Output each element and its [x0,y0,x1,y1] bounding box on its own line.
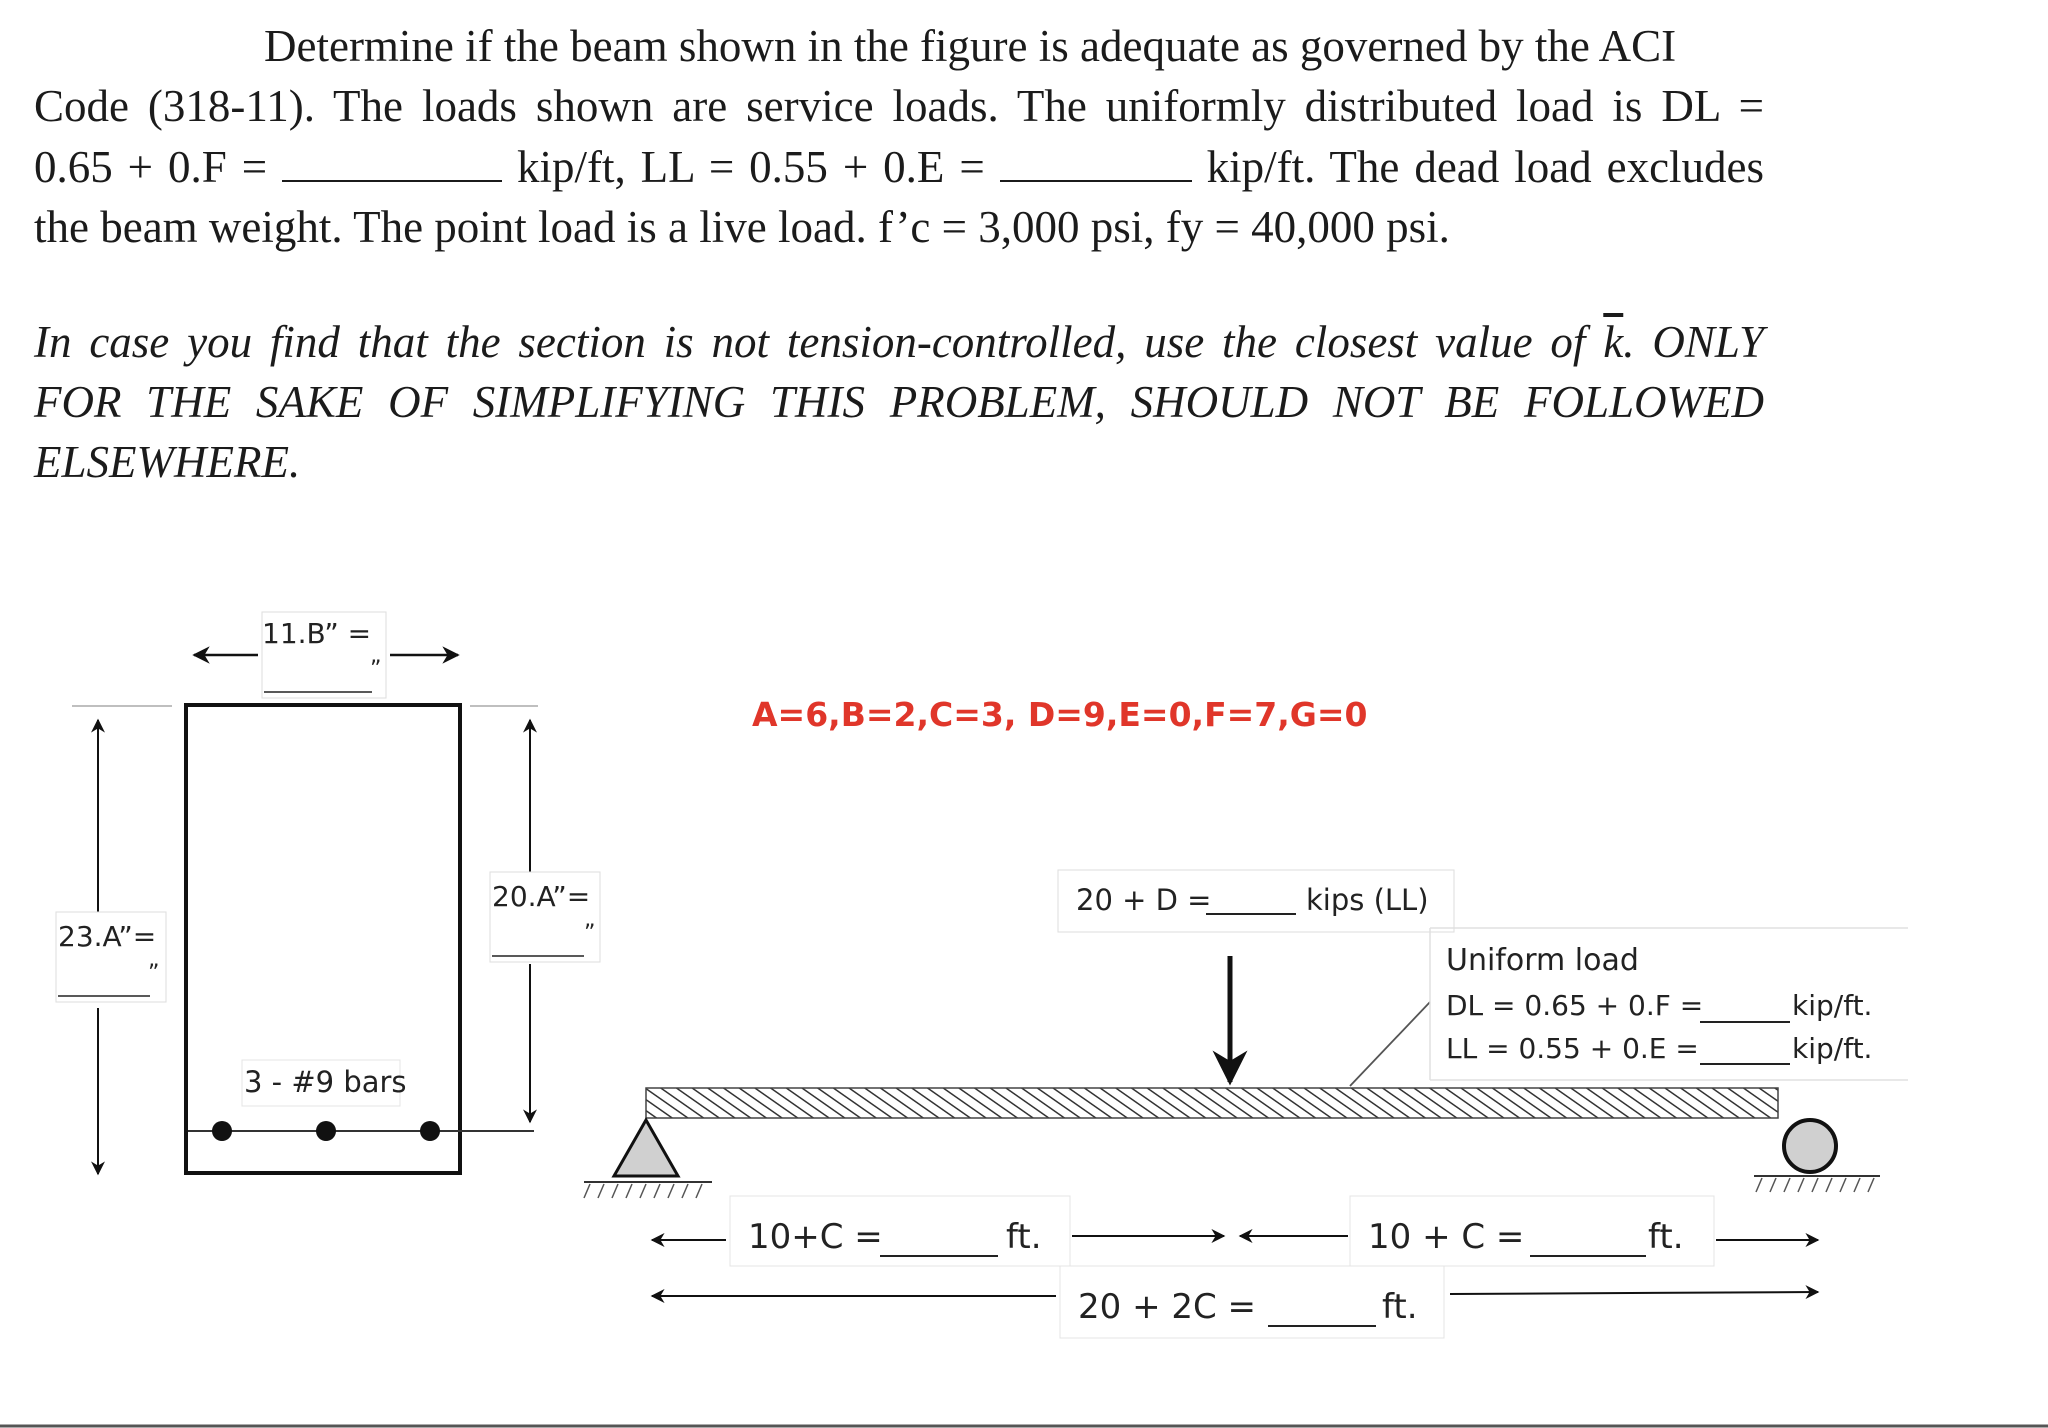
total-depth-unit: ” [148,961,160,986]
dl-label: DL = 0.65 + 0.F = [1446,989,1704,1022]
width-label: 11.B” = [262,617,372,650]
span-total-label-a: 20 + 2C = [1078,1287,1257,1327]
note-line-3: ELSEWHERE. [34,437,301,487]
ll-label: LL = 0.55 + 0.E = [1446,1032,1699,1065]
effective-depth-label: 20.A”= [492,880,591,913]
roller-support [1784,1120,1836,1172]
total-depth-label: 23.A”= [58,920,157,953]
span-left-label-b: ft. [1006,1217,1042,1257]
problem-line-3c: kip/ft. The dead load excludes [1206,142,1765,192]
kbar-symbol: $\overline{k}$ [1603,317,1624,367]
bars-label: 3 - #9 bars [244,1065,407,1099]
ll-unit: kip/ft. [1792,1032,1873,1065]
rebar-1 [212,1121,232,1141]
uniform-load-title: Uniform load [1446,943,1639,978]
parameter-values: A=6,B=2,C=3, D=9,E=0,F=7,G=0 [752,695,1368,734]
effective-depth-unit: ” [584,921,596,946]
pin-support [614,1120,678,1176]
span-right-label-a: 10 + C = [1368,1217,1525,1257]
span-left-label-a: 10+C = [748,1217,883,1257]
problem-line-4: the beam weight. The point load is a live load. f’c = 3,000 psi, fy = 40,000 psi. [34,202,1450,252]
problem-line-1: Determine if the beam shown in the figure is adequate as governed by the ACI [264,21,1677,71]
point-load-label-b: kips (LL) [1306,883,1429,917]
width-unit: ” [370,657,382,682]
problem-line-2: Code (318-11). The loads shown are service loads. The uniformly distributed load is DL = [34,81,1764,131]
pin-support-hatch [584,1184,702,1198]
span-total-arrow-r [1450,1292,1818,1294]
note-line-2: FOR THE SAKE OF SIMPLIFYING THIS PROBLEM, SHOULD NOT BE FOLLOWED [34,377,1764,427]
uniform-load-leader [1350,1002,1430,1086]
problem-line-3a: 0.65 + 0.F = [34,142,268,192]
dl-unit: kip/ft. [1792,989,1873,1022]
rebar-3 [420,1121,440,1141]
span-total-label-b: ft. [1382,1287,1418,1327]
roller-support-hatch [1756,1178,1874,1192]
span-right-label-b: ft. [1648,1217,1684,1257]
cross-section [56,612,600,1174]
point-load-label-a: 20 + D = [1076,883,1212,917]
rebar-2 [316,1121,336,1141]
problem-line-3b: kip/ft, LL = 0.55 + 0.E = [516,142,985,192]
note-line-1b: . ONLY [1623,317,1765,367]
beam-elevation [584,870,1908,1338]
note-line-1a: In case you find that the section is not tension-controlled, use the closest value of [34,317,1586,367]
beam-body [646,1088,1778,1118]
